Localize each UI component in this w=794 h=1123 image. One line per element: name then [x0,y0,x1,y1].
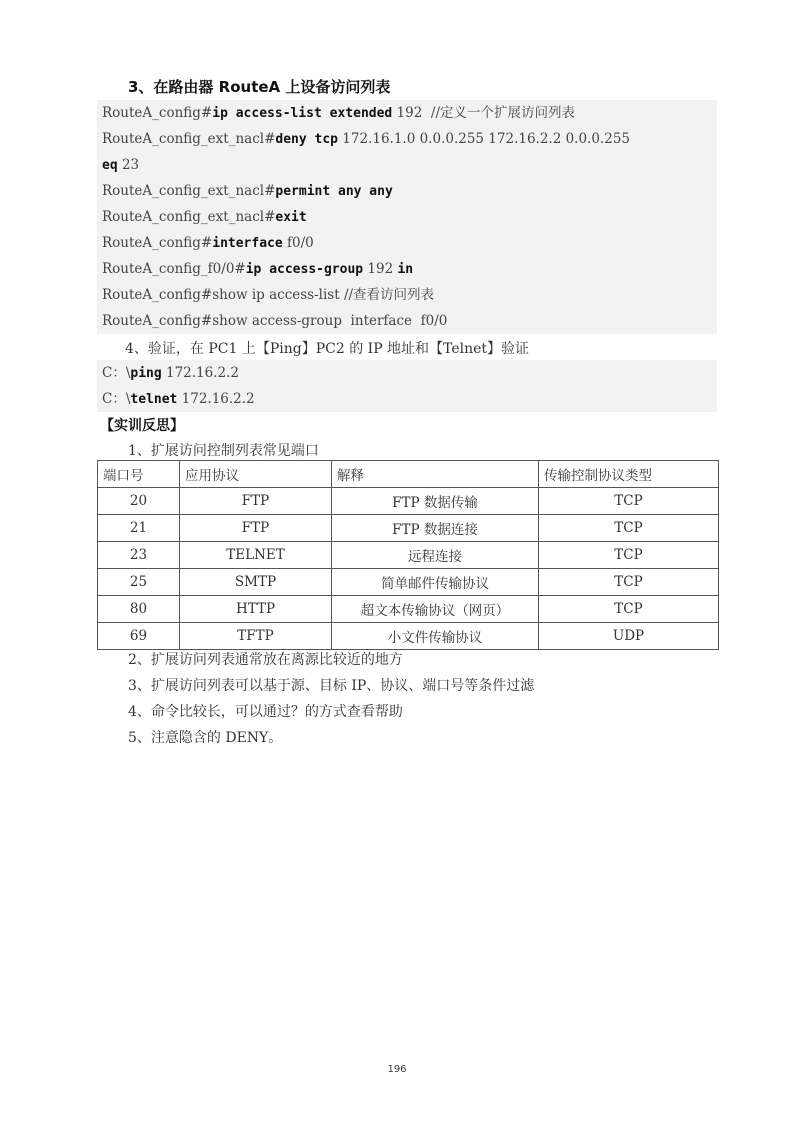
prompt: C：\ [102,365,131,381]
table-cell: 简单邮件传输协议 [332,569,539,596]
table-cell: 80 [98,596,180,623]
table-cell: 远程连接 [332,542,539,569]
args: f0/0 [282,235,314,251]
table-cell: 23 [98,542,180,569]
command: ip access-list extended [212,106,393,121]
args: 172.16.1.0 0.0.0.255 172.16.2.2 0.0.0.255 [338,131,630,147]
prompt: RouteA_config_ext_nacl# [102,209,276,225]
table-caption: 1、扩展访问控制列表常见端口 [128,443,319,459]
command: permint any any [275,184,393,199]
command: interface [212,236,283,251]
prompt: RouteA_config#show ip access-list //查看访问列表 [102,287,435,303]
table-row [98,569,719,596]
config-line [97,100,717,126]
table-cell: FTP [180,488,332,515]
config-line [97,178,717,204]
command-suffix: in [397,262,414,277]
table-cell: UDP [539,623,719,650]
pc-command-line [97,386,717,412]
table-cell: FTP 数据连接 [332,515,539,542]
section-title: 【实训反思】 [100,418,184,434]
prompt: RouteA_config_ext_nacl# [102,183,276,199]
command: exit [275,210,307,225]
table-cell: 69 [98,623,180,650]
pc-command-line [97,360,717,386]
prompt: RouteA_config_f0/0# [102,261,246,277]
command: ip access-group [245,262,364,277]
table-cell: 小文件传输协议 [332,623,539,650]
pc-command-block [97,360,717,412]
prompt: RouteA_config#show access-group interface f0/0 [102,313,448,329]
args: 23 [117,157,140,173]
table-cell: TELNET [180,542,332,569]
command: telnet [130,392,178,407]
config-line [97,230,717,256]
table-cell: HTTP [180,596,332,623]
table-cell: TCP [539,569,719,596]
config-line [97,256,717,282]
prompt: C：\ [102,391,131,407]
table-cell: 超文本传输协议（网页） [332,596,539,623]
command: eq [102,158,118,173]
prompt: RouteA_config# [102,105,213,121]
args: 192 //定义一个扩展访问列表 [392,105,576,121]
note-item: 4、命令比较长，可以通过？的方式查看帮助 [128,704,403,720]
table-cell: FTP [180,515,332,542]
table-cell: TFTP [180,623,332,650]
table-cell: TCP [539,515,719,542]
table-row [98,542,719,569]
config-line [97,126,717,152]
config-line [97,204,717,230]
table-row [98,623,719,650]
note-item: 5、注意隐含的 DENY。 [128,730,283,746]
table-row [98,488,719,515]
config-line [97,308,717,334]
section-heading: 3、在路由器 RouteA 上设备访问列表 [128,78,391,96]
table-cell: TCP [539,542,719,569]
args: 172.16.2.2 [161,365,239,381]
page-number: 196 [387,1064,407,1075]
header-cell: 解释 [332,461,539,488]
router-config-block [97,100,717,334]
table-header-row [98,461,719,488]
table-cell: SMTP [180,569,332,596]
table-cell: FTP 数据传输 [332,488,539,515]
args: 172.16.2.2 [177,391,255,407]
config-line [97,282,717,308]
prompt: RouteA_config_ext_nacl# [102,131,276,147]
header-cell: 端口号 [98,461,180,488]
prompt: RouteA_config# [102,235,213,251]
table-row [98,596,719,623]
table-row [98,515,719,542]
command: ping [130,366,162,381]
header-cell: 传输控制协议类型 [539,461,719,488]
header-cell: 应用协议 [180,461,332,488]
port-table [97,460,719,650]
table-cell: TCP [539,596,719,623]
config-line [97,152,717,178]
verify-paragraph: 4、验证，在 PC1 上【Ping】PC2 的 IP 地址和【Telnet】验证 [125,341,530,357]
table-cell: 21 [98,515,180,542]
args: 192 [363,261,398,277]
table-cell: 20 [98,488,180,515]
command: deny tcp [275,132,339,147]
note-item: 3、扩展访问列表可以基于源、目标 IP、协议、端口号等条件过滤 [128,678,535,694]
table-cell: 25 [98,569,180,596]
note-item: 2、扩展访问列表通常放在离源比较近的地方 [128,652,403,668]
table-cell: TCP [539,488,719,515]
